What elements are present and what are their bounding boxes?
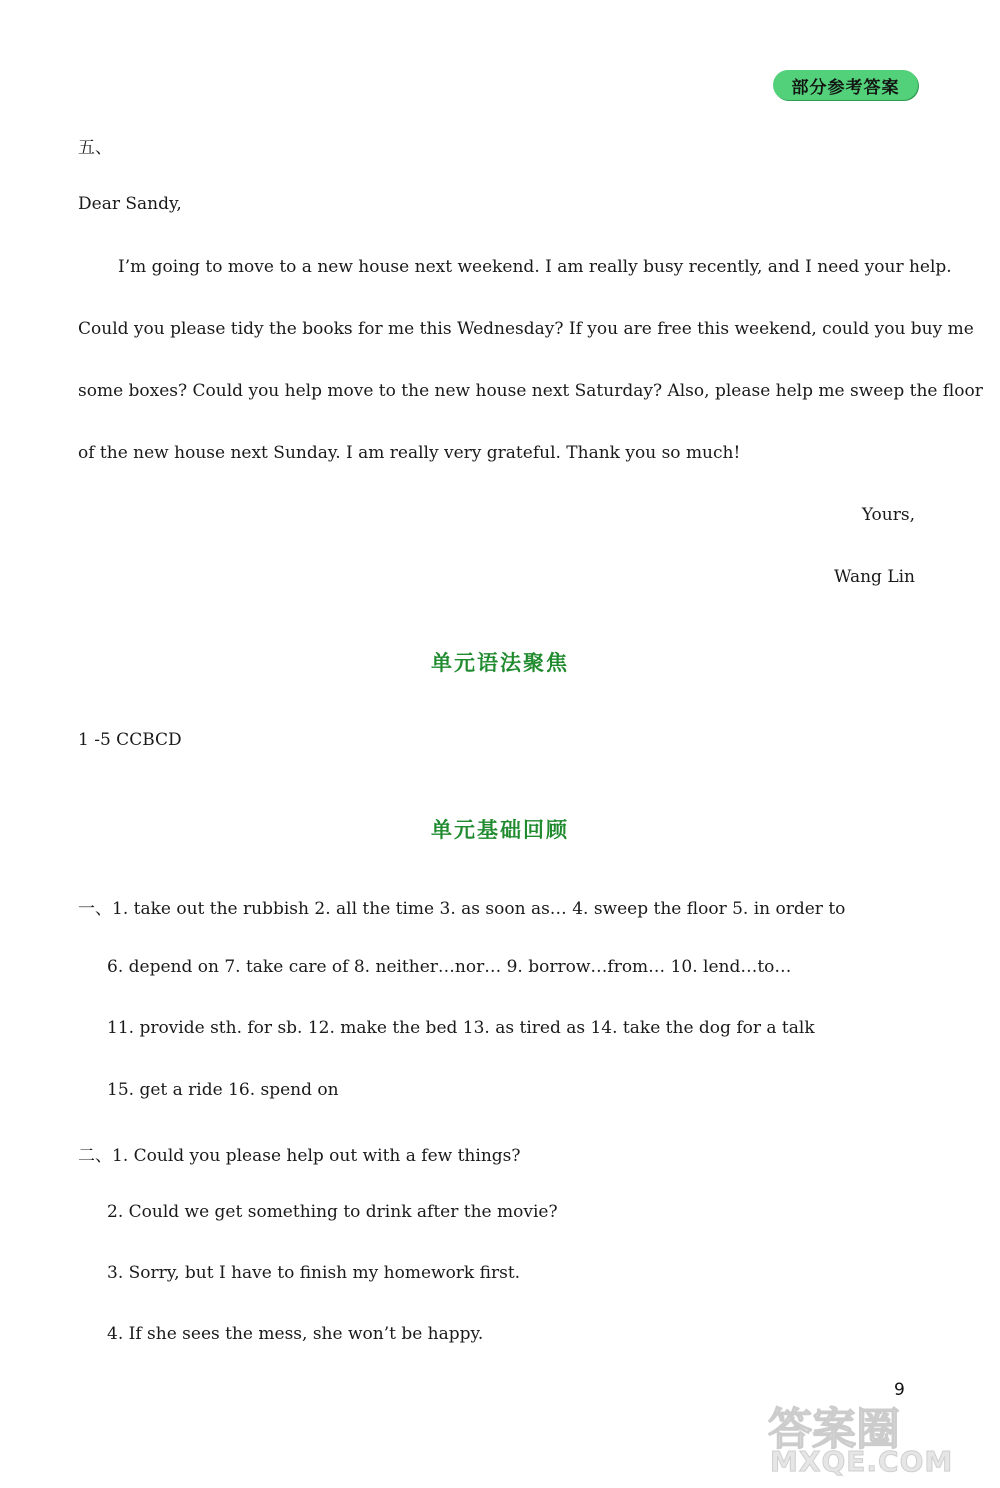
review-part-one-line: 11. provide sth. for sb. 12. make the bed 13. as tired as 14. take the dog for a talk [107,1018,815,1038]
review-part-two-line: 二、1. Could you please help out with a few things? [78,1146,521,1166]
letter-body-line: of the new house next Sunday. I am really very grateful. Thank you so much! [78,443,741,463]
review-part-one-line: 一、1. take out the rubbish 2. all the time 3. as soon as… 4. sweep the floor 5. in order to [78,899,846,919]
letter-body-line: Could you please tidy the books for me this Wednesday? If you are free this weekend, could you buy me [78,319,974,339]
page-number: 9 [894,1380,905,1400]
review-part-two-line: 4. If she sees the mess, she won’t be happy. [107,1324,484,1344]
answer-key-badge: 部分参考答案 [773,70,918,100]
review-part-one-line: 6. depend on 7. take care of 8. neither…nor… 9. borrow…from… 10. lend…to… [107,957,792,977]
grammar-focus-title: 单元语法聚焦 [431,651,569,675]
letter-body-line: I’m going to move to a new house next weekend. I am really busy recently, and I need your help. [118,257,952,277]
letter-closing: Yours, [861,505,915,525]
review-part-two-line: 2. Could we get something to drink after the movie? [107,1202,558,1222]
review-part-one-line: 15. get a ride 16. spend on [107,1080,339,1100]
letter-signature: Wang Lin [833,567,915,587]
grammar-focus-answer: 1 -5 CCBCD [78,730,182,750]
review-title: 单元基础回顾 [431,818,569,842]
section-five-label: 五、 [78,138,112,158]
letter-body-line: some boxes? Could you help move to the new house next Saturday? Also, please help me sweep the floor [78,381,983,401]
letter-salutation: Dear Sandy, [78,194,182,214]
watermark-url: MXQE.COM [770,1445,954,1478]
review-part-two-line: 3. Sorry, but I have to finish my homework first. [107,1263,521,1283]
watermark-logo-text: 答案圈 [768,1404,900,1455]
